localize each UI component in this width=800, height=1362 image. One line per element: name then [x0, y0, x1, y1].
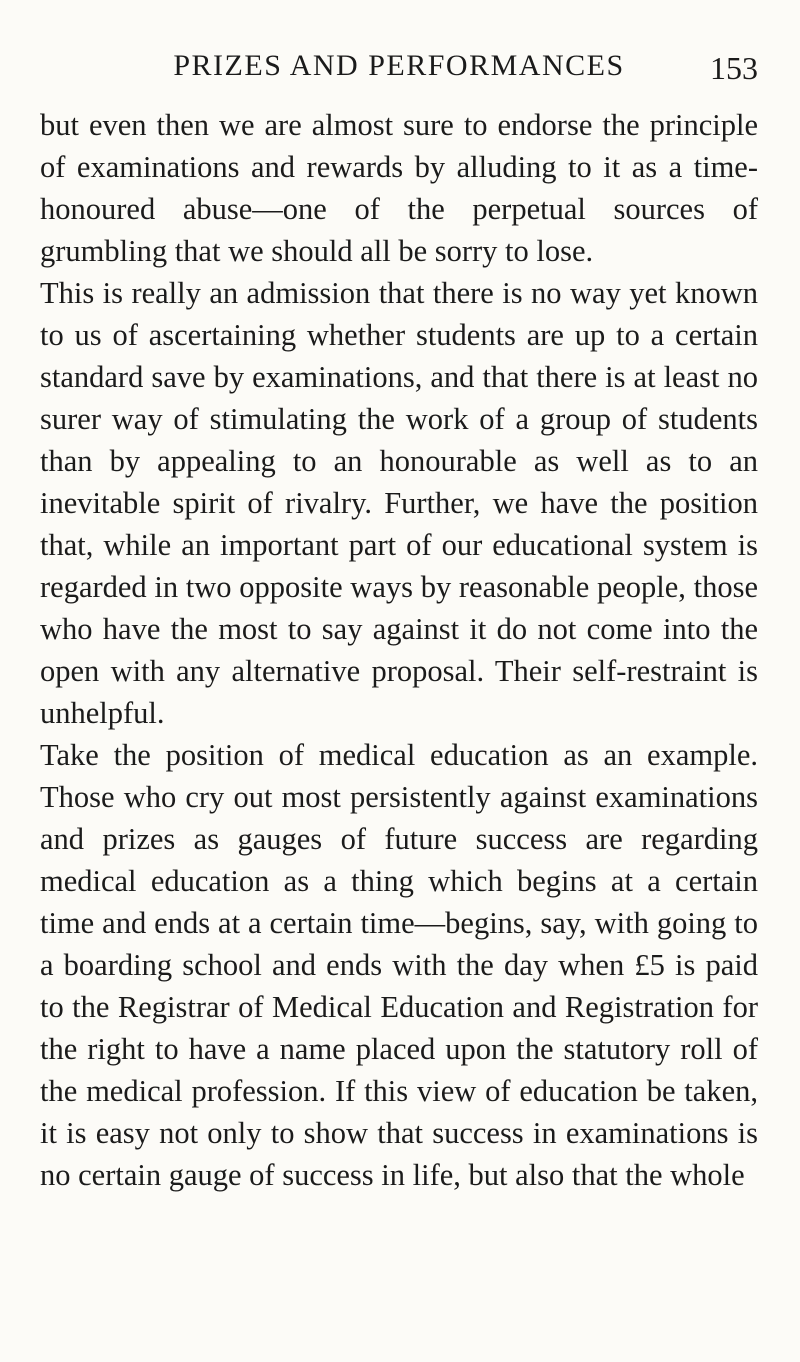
- paragraph-1: but even then we are almost sure to endorse the principle of examinations and rewards by alluding to it as a time-honoured abuse—one of the perpetual sources of grumbling that we should all be sorry to lose.: [40, 108, 758, 268]
- page-number: 153: [710, 50, 758, 86]
- paragraph-3: Take the position of medical education as an example. Those who cry out most persistently against examinations and prizes as gauges of future success are regarding medical education as a thing which begins at a certain time and ends at a certain time—begins, say, with going to a boarding school and ends with the day when £5 is paid to the Registrar of Medical Education and Registration for the right to have a name placed upon the statutory roll of the medical profession. If this view of education be taken, it is easy not only to show that success in examinations is no certain gauge of success in life, but also that the whole: [40, 738, 758, 1192]
- running-head: [40, 46, 758, 86]
- paragraph-2: This is really an admission that there is no way yet known to us of ascertaining whether students are up to a certain standard save by examinations, and that there is at least no surer way of stimulating the work of a group of students than by appealing to an honourable as well as to an inevitable spirit of rivalry. Further, we have the position that, while an important part of our educational system is regarded in two opposite ways by reasonable people, those who have the most to say against it do not come into the open with any alternative proposal. Their self-restraint is unhelpful.: [40, 276, 758, 730]
- body-text: [40, 104, 758, 1196]
- book-page: [40, 46, 758, 1196]
- running-title: PRIZES AND PERFORMANCES: [173, 49, 625, 82]
